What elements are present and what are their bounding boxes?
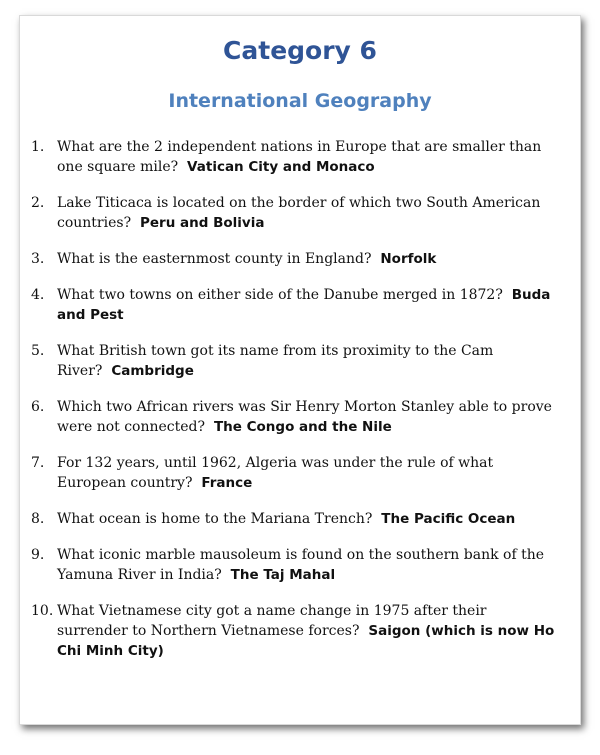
question-text: What ocean is home to the Mariana Trench? (57, 511, 373, 527)
question-item (31, 545, 561, 585)
question-body (57, 453, 561, 493)
question-item (31, 601, 561, 661)
answer-text: Buda and Pest (57, 287, 551, 323)
question-number: 7. (31, 455, 45, 471)
question-item (31, 397, 561, 437)
question-number: 4. (31, 287, 45, 303)
document-page (19, 15, 581, 725)
question-body (57, 249, 561, 269)
question-text: Which two African rivers was Sir Henry Morton Stanley able to prove were not connected? (57, 399, 552, 435)
question-body (57, 285, 561, 325)
question-item (31, 341, 561, 381)
answer-text: The Taj Mahal (230, 567, 336, 583)
answer-text: The Pacific Ocean (381, 511, 516, 527)
answer-text: Norfolk (380, 251, 437, 267)
question-item (31, 137, 561, 177)
question-body (57, 137, 561, 177)
question-item (31, 249, 561, 269)
question-number: 8. (31, 511, 45, 527)
page-subtitle: International Geography (168, 90, 432, 112)
question-item (31, 453, 561, 493)
question-item (31, 509, 561, 529)
question-number: 10. (31, 603, 54, 619)
question-text: What British town got its name from its proximity to the Cam River? (57, 343, 494, 379)
question-list (31, 137, 561, 677)
question-number: 6. (31, 399, 45, 415)
question-text: What is the easternmost county in England? (57, 251, 372, 267)
question-text: For 132 years, until 1962, Algeria was under the rule of what European country? (57, 455, 494, 491)
question-body (57, 341, 561, 381)
answer-text: Saigon (which is now Ho Chi Minh City) (57, 623, 555, 659)
answer-text: Peru and Bolivia (139, 215, 265, 231)
question-text: Lake Titicaca is located on the border of which two South American countries? (57, 195, 541, 231)
page-title: Category 6 (223, 36, 377, 65)
question-body (57, 545, 561, 585)
question-item (31, 193, 561, 233)
answer-text: France (201, 475, 253, 491)
answer-text: Vatican City and Monaco (187, 159, 375, 175)
question-text: What iconic marble mausoleum is found on the southern bank of the Yamuna River in India? (57, 547, 545, 583)
question-text: What two towns on either side of the Danube merged in 1872? (57, 287, 503, 303)
question-body (57, 601, 561, 661)
question-body (57, 193, 561, 233)
question-number: 5. (31, 343, 45, 359)
question-number: 2. (31, 195, 45, 211)
question-text: What Vietnamese city got a name change in 1975 after their surrender to Northern Vietnamese forces? (57, 603, 487, 639)
question-number: 3. (31, 251, 45, 267)
question-number: 1. (31, 139, 45, 155)
question-text: What are the 2 independent nations in Europe that are smaller than one square mile? (57, 139, 542, 175)
answer-text: Cambridge (111, 363, 194, 379)
question-body (57, 397, 561, 437)
question-body (57, 509, 561, 529)
question-number: 9. (31, 547, 45, 563)
question-item (31, 285, 561, 325)
answer-text: The Congo and the Nile (213, 419, 392, 435)
